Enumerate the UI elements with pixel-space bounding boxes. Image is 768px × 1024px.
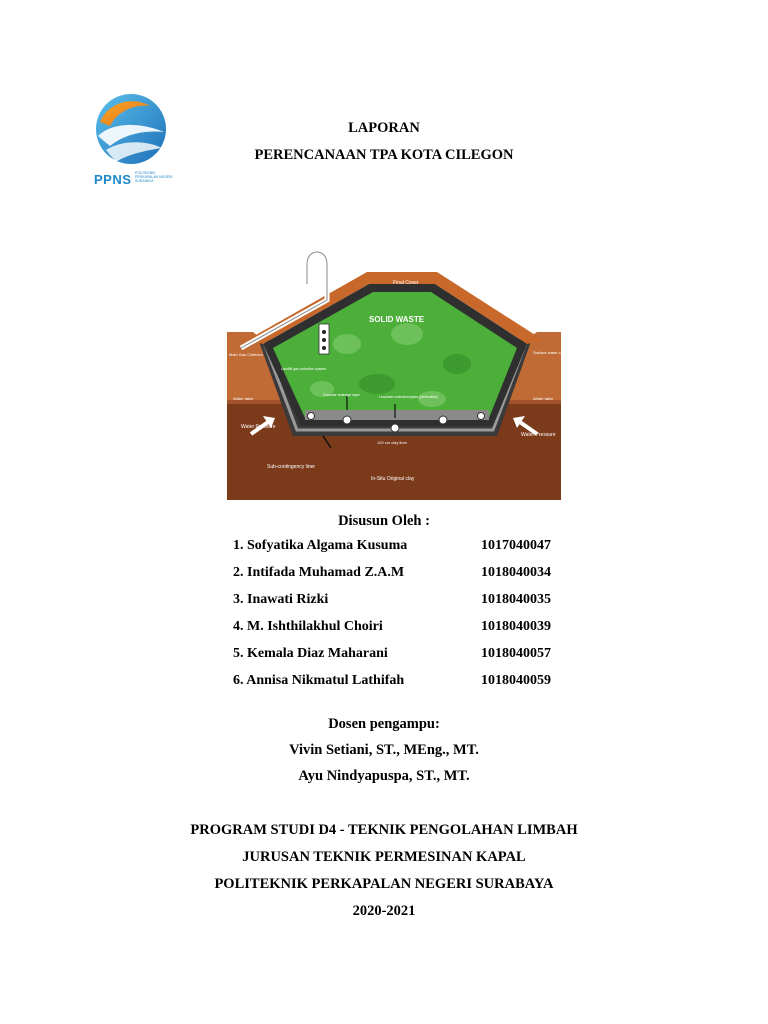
academic-year: 2020-2021 xyxy=(352,903,416,919)
author-nim: 1018040039 xyxy=(481,618,551,634)
author-row xyxy=(233,532,573,559)
author-nim: 1018040034 xyxy=(481,564,551,580)
authors-list xyxy=(233,532,573,694)
report-label: LAPORAN xyxy=(348,120,420,136)
report-title: PERENCANAAN TPA KOTA CILEGON xyxy=(254,147,514,163)
department: JURUSAN TEKNIK PERMESINAN KAPAL xyxy=(242,849,526,865)
author-nim: 1018040057 xyxy=(481,645,551,661)
authors-heading: Disusun Oleh : xyxy=(338,513,430,529)
logo-subtitle: POLITEKNIK PERKAPALAN NEGERI SURABAYA xyxy=(135,171,173,183)
author-row xyxy=(233,667,573,694)
supervisors-heading: Dosen pengampu: xyxy=(328,716,440,732)
label-clay-liner: 120 cm clay liner xyxy=(377,440,408,445)
landfill-cross-section-figure xyxy=(227,224,586,500)
author-row xyxy=(233,559,573,586)
study-program: PROGRAM STUDI D4 - TEKNIK PENGOLAHAN LIMBAH xyxy=(190,822,578,838)
label-surface-water-ditch: Surface water collection ditch xyxy=(533,350,586,355)
label-water-pressure-right: Water Pressure xyxy=(521,432,556,438)
author-row xyxy=(233,640,573,667)
author-row xyxy=(233,586,573,613)
label-final-cover: Final Cover xyxy=(393,280,419,286)
author-name: 6. Annisa Nikmatul Lathifah xyxy=(233,672,405,688)
ppns-logo xyxy=(88,92,178,188)
author-nim: 1017040047 xyxy=(481,537,551,553)
author-row xyxy=(233,613,573,640)
label-water-table-right: Water table xyxy=(533,396,554,401)
supervisor-name: Vivin Setiani, ST., MEng., MT. xyxy=(289,742,479,758)
author-name: 3. Inawati Rizki xyxy=(233,591,329,607)
label-water-pressure-left: Water Pressure xyxy=(241,424,276,430)
label-leachate-pipes: Leachate collection/pipes (perforated) xyxy=(379,395,438,399)
label-landfill-gas-system: Landfill gas collection system xyxy=(281,367,327,371)
label-in-situ-clay: In-Situ Original clay xyxy=(371,476,415,482)
label-water-table-left: Water table xyxy=(233,396,254,401)
author-name: 4. M. Ishthilakhul Choiri xyxy=(233,618,383,634)
label-solid-waste: SOLID WASTE xyxy=(369,315,425,324)
label-main-gas-collector: Main Gas Collector xyxy=(229,352,264,357)
author-name: 1. Sofyatika Algama Kusuma xyxy=(233,537,408,553)
author-name: 5. Kemala Diaz Maharani xyxy=(233,645,388,661)
label-sub-contingency: Sub-contingency liner xyxy=(267,464,316,470)
logo-wordmark: PPNS xyxy=(94,172,132,187)
author-nim: 1018040035 xyxy=(481,591,551,607)
supervisor-name: Ayu Nindyapuspa, ST., MT. xyxy=(298,768,470,784)
institution-name: POLITEKNIK PERKAPALAN NEGERI SURABAYA xyxy=(214,876,554,892)
label-granular-drainage: Granular drainage layer xyxy=(323,393,360,397)
author-nim: 1018040059 xyxy=(481,672,551,688)
author-name: 2. Intifada Muhamad Z.A.M xyxy=(233,564,405,580)
